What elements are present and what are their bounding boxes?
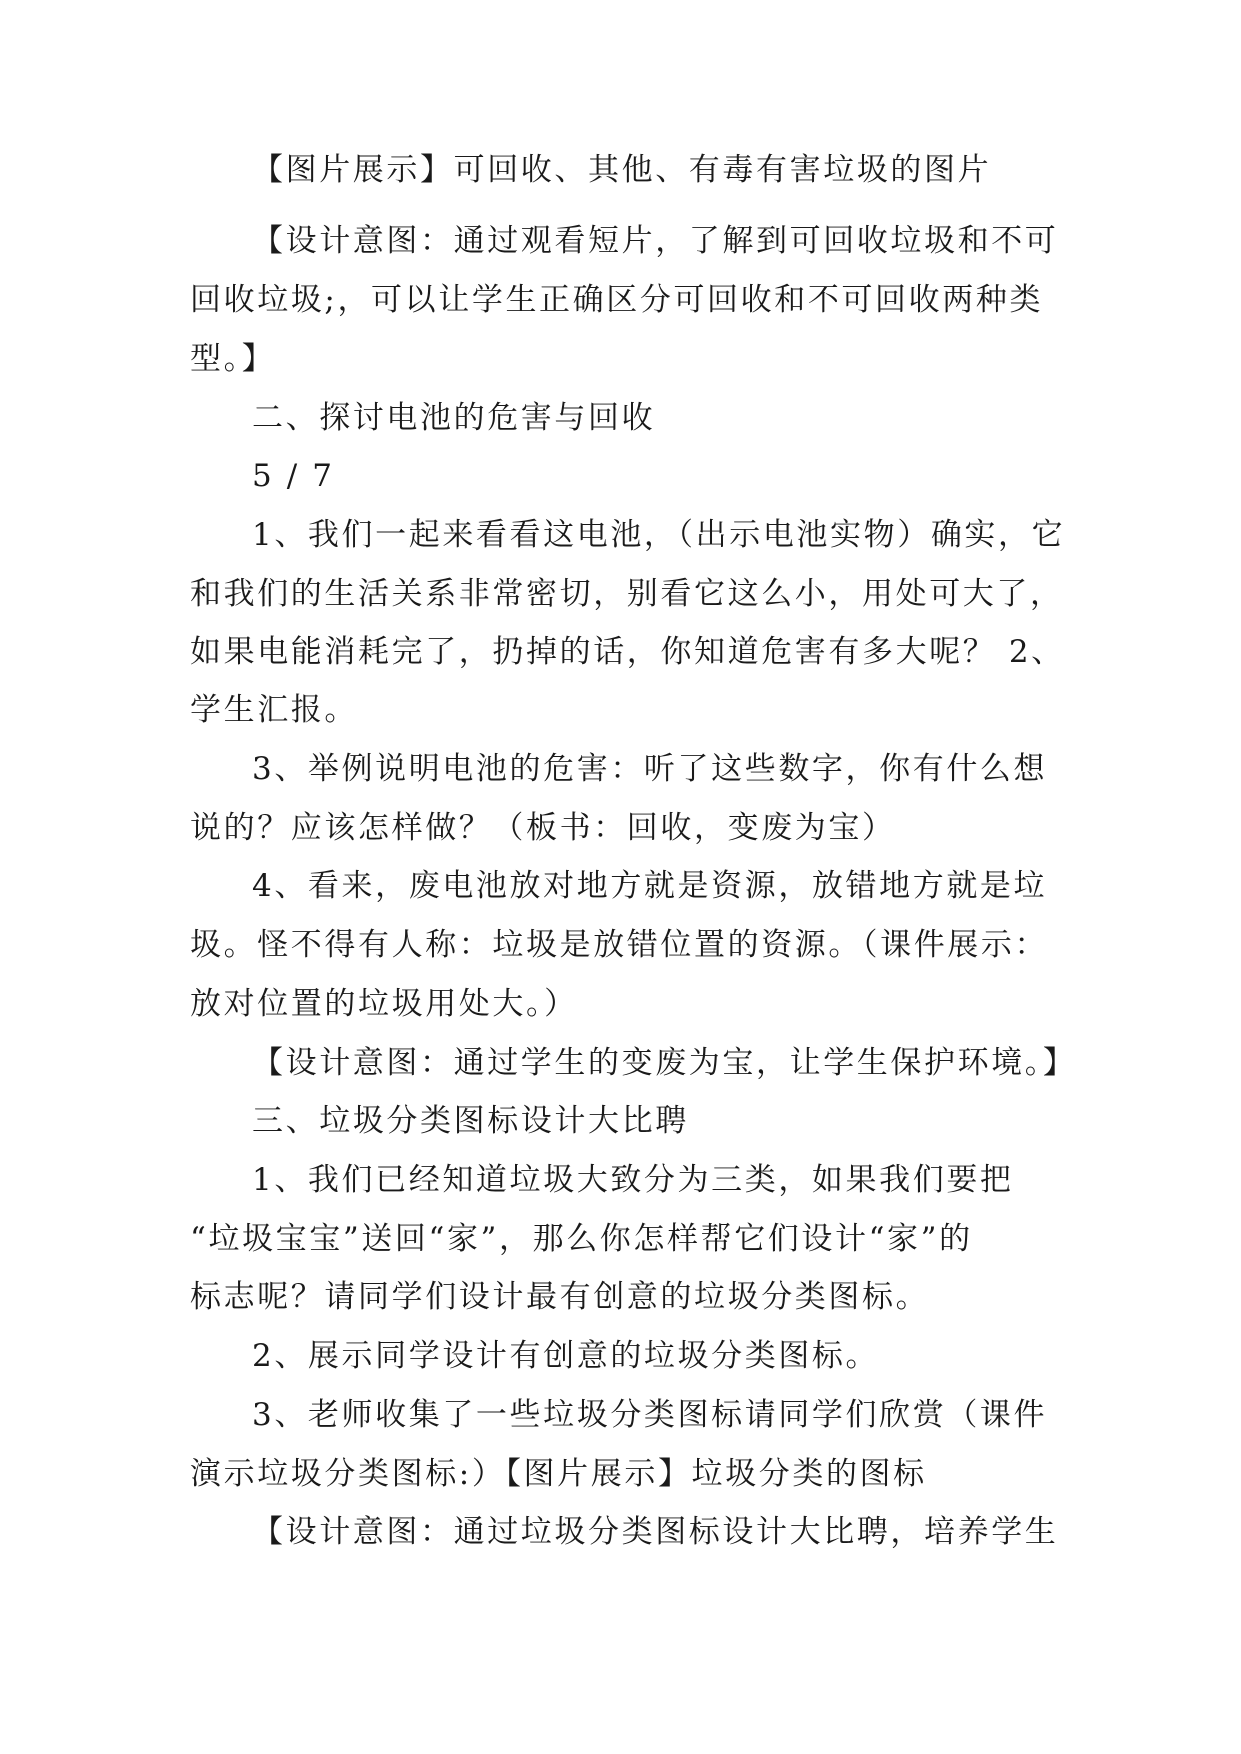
text-line: 2、展示同学设计有创意的垃圾分类图标。 (252, 1338, 880, 1374)
text-line: 1、我们一起来看看这电池，（出示电池实物）确实，它 (252, 517, 1066, 553)
section-heading: 三、垃圾分类图标设计大比聘 (252, 1103, 689, 1139)
text-line: 3、举例说明电池的危害：听了这些数字，你有什么想 (252, 751, 1048, 787)
text-line: 和我们的生活关系非常密切，别看它这么小，用处可大了， (190, 576, 1064, 612)
text-line: 1、我们已经知道垃圾大致分为三类，如果我们要把 (252, 1162, 1014, 1198)
text-line: “垃圾宝宝”送回“家”，那么你怎样帮它们设计“家”的 (190, 1221, 973, 1257)
text-line: 学生汇报。 (190, 692, 358, 728)
text-line: 放对位置的垃圾用处大。） (190, 986, 578, 1022)
text-line: 型。】 (190, 341, 276, 377)
text-line: 标志呢？请同学们设计最有创意的垃圾分类图标。 (190, 1279, 930, 1315)
text-line: 【设计意图：通过垃圾分类图标设计大比聘，培养学生 (252, 1514, 1059, 1550)
text-line: 【图片展示】可回收、其他、有毒有害垃圾的图片 (252, 152, 992, 188)
section-heading: 二、探讨电池的危害与回收 (252, 400, 656, 436)
text-line: 如果电能消耗完了，扔掉的话，你知道危害有多大呢？ 2、 (190, 634, 1065, 670)
text-line: 说的？应该怎样做？（板书：回收，变废为宝） (190, 810, 896, 846)
text-line: 4、看来，废电池放对地方就是资源，放错地方就是垃 (252, 868, 1048, 904)
page-number: 5 / 7 (252, 458, 335, 494)
text-line: 演示垃圾分类图标:）【图片展示】垃圾分类的图标 (190, 1456, 927, 1492)
text-line: 3、老师收集了一些垃圾分类图标请同学们欣赏（课件 (252, 1397, 1048, 1433)
text-line: 【设计意图：通过学生的变废为宝，让学生保护环境。】 (252, 1045, 1077, 1081)
text-line: 圾。怪不得有人称：垃圾是放错位置的资源。（课件展示： (190, 927, 1049, 963)
text-line: 回收垃圾;，可以让学生正确区分可回收和不可回收两种类 (190, 282, 1044, 318)
text-line: 【设计意图：通过观看短片，了解到可回收垃圾和不可 (252, 223, 1059, 259)
